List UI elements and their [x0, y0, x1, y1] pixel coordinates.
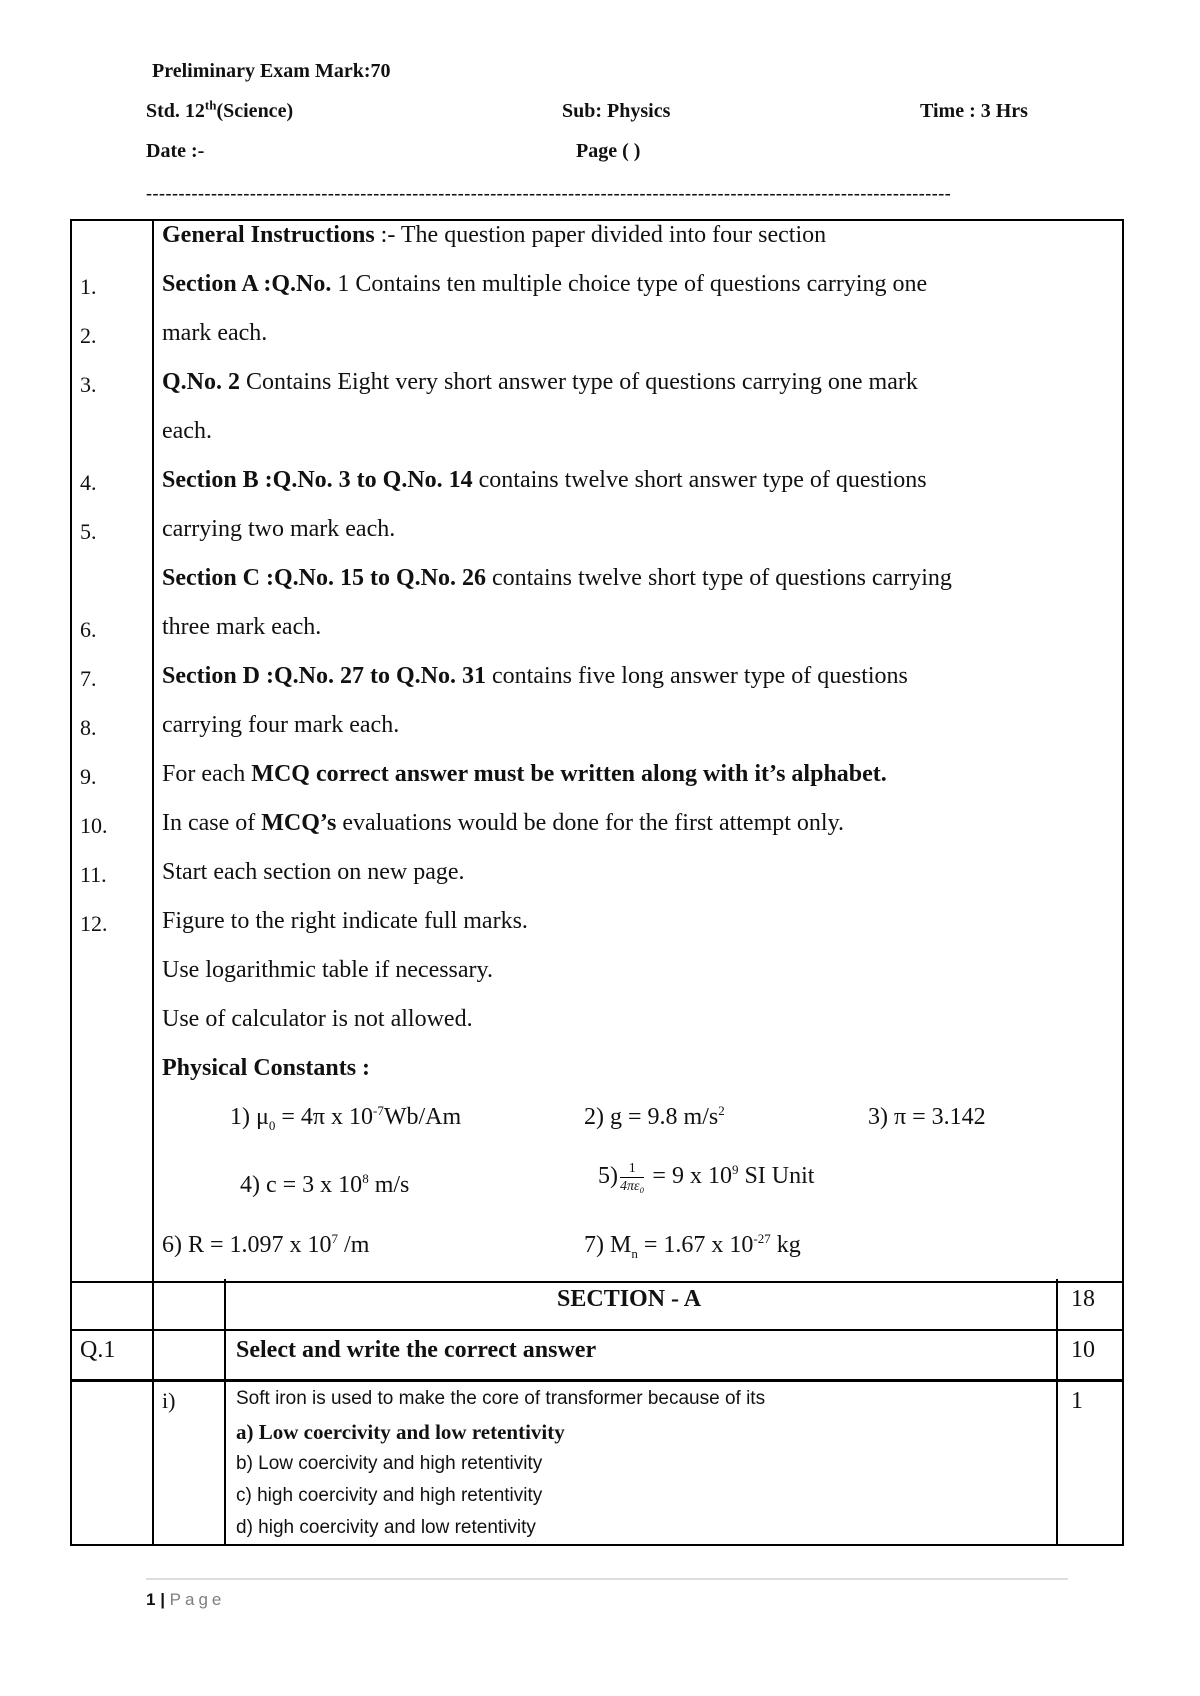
option-c: c) high coercivity and high retentivity [236, 1485, 543, 1506]
date-label: Date :- [146, 140, 205, 162]
instructions-title: General Instructions :- The question paper divided into four section [162, 222, 827, 248]
instruction-section-a: Section A :Q.No. 1 Contains ten multiple choice type of questions carrying one [162, 271, 928, 297]
subquestion-marks: 1 [1071, 1388, 1083, 1414]
instruction-number: 6. [80, 617, 97, 642]
row-divider [70, 1379, 1124, 1382]
instruction-q2-cont: each. [162, 418, 212, 444]
constant-g: 2) g = 9.8 $m/s^2$ [584, 1103, 725, 1130]
constant-rydberg: 6) R = 1.097 x $10^7$ /m [162, 1231, 370, 1258]
constant-c: 4) c = 3 x $10^8$ m/s [240, 1171, 410, 1198]
constant-pi: 3) π = 3.142 [868, 1104, 986, 1130]
subquestion-label: i) [162, 1388, 176, 1413]
instruction-number: 11. [80, 862, 107, 887]
section-a-table [70, 1279, 1124, 1546]
instruction-section-d-cont: carrying four mark each. [162, 712, 400, 738]
instruction-number: 8. [80, 715, 97, 740]
instruction-section-a-cont: mark each. [162, 320, 268, 346]
row-divider [70, 1329, 1124, 1331]
instruction-section-c-cont: three mark each. [162, 614, 322, 640]
instruction-number: 12. [80, 911, 108, 936]
section-a-heading: SECTION - A [557, 1286, 702, 1312]
standard-label: Std. 12th(Science) [146, 97, 294, 122]
instruction-section-c: Section C :Q.No. 15 to Q.No. 26 contains twelve short type of questions carrying [162, 565, 952, 591]
question-number: Q.1 [80, 1337, 116, 1363]
header-separator: ---------------------------------------------------------------------------------------------------------------------------- [146, 183, 952, 203]
subject-label: Sub: Physics [562, 100, 671, 122]
instruction-full-marks: Figure to the right indicate full marks. [162, 908, 528, 934]
question-marks: 10 [1071, 1337, 1095, 1363]
constant-neutron-mass: 7) $M_n = 1.67$ x $10^{-27}$ kg [584, 1231, 801, 1261]
instruction-number: 3. [80, 372, 97, 397]
instruction-calculator: Use of calculator is not allowed. [162, 1006, 473, 1032]
instruction-mcq-answer: For each MCQ correct answer must be written along with it’s alphabet. [162, 761, 887, 787]
section-a-marks: 18 [1071, 1286, 1095, 1312]
question-text: Select and write the correct answer [236, 1337, 597, 1363]
instruction-number: 1. [80, 274, 97, 299]
option-b: b) Low coercivity and high retentivity [236, 1453, 543, 1474]
instruction-number: 10. [80, 813, 108, 838]
instruction-number: 9. [80, 764, 97, 789]
fraction: $\frac{1}{\text{4πε₀}}$ [620, 1161, 645, 1194]
constants-title: Physical Constants : [162, 1055, 371, 1081]
subquestion-text: Soft iron is used to make the core of transformer because of its [236, 1388, 766, 1409]
constant-mu0: 1) $\mu_0 = 4\pi$ x $10^{-7}Wb/Am$ [230, 1103, 462, 1133]
time-label: Time : 3 Hrs [920, 100, 1028, 122]
instruction-new-page: Start each section on new page. [162, 859, 465, 885]
page-label: Page ( ) [576, 140, 641, 162]
instruction-number: 4. [80, 470, 97, 495]
exam-title: Preliminary Exam Mark:70 [152, 60, 391, 82]
constant-coulomb: 5) $\frac{1}{\text{4πε₀}}$ = 9 x $10^9$ SI Unit [598, 1161, 815, 1194]
instruction-section-b-cont: carrying two mark each. [162, 516, 396, 542]
instruction-mcq-evaluation: In case of MCQ’s evaluations would be done for the first attempt only. [162, 810, 845, 836]
column-divider [1056, 1279, 1058, 1544]
footer-divider [146, 1578, 1068, 1580]
instruction-number: 2. [80, 323, 97, 348]
instruction-section-d: Section D :Q.No. 27 to Q.No. 31 contains five long answer type of questions [162, 663, 908, 689]
instruction-q2: Q.No. 2 Contains Eight very short answer type of questions carrying one mark [162, 369, 918, 395]
option-a: a) Low coercivity and low retentivity [236, 1420, 565, 1444]
instruction-number: 7. [80, 666, 97, 691]
page-footer: 1 | Page [146, 1590, 226, 1609]
instruction-log-table: Use logarithmic table if necessary. [162, 957, 493, 983]
option-d: d) high coercivity and low retentivity [236, 1517, 536, 1538]
instruction-section-b: Section B :Q.No. 3 to Q.No. 14 contains twelve short answer type of questions [162, 467, 927, 493]
column-divider [224, 1279, 226, 1544]
instruction-number: 5. [80, 519, 97, 544]
